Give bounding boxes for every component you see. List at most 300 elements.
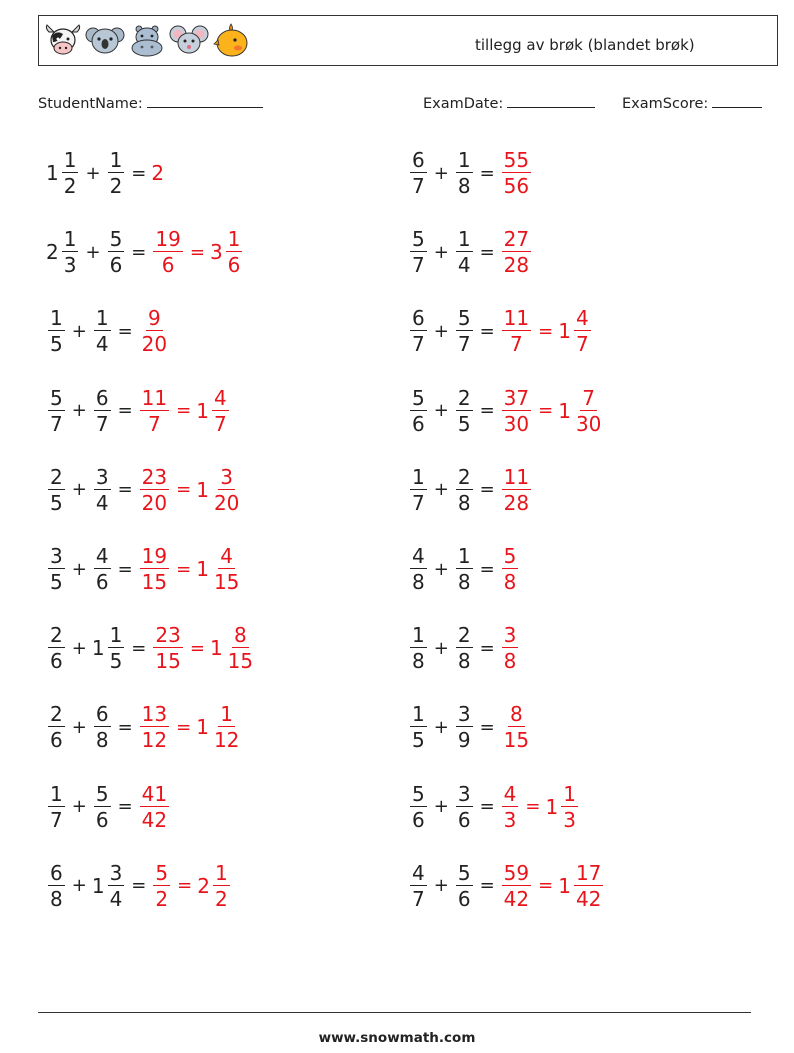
equals-sign: = <box>131 162 147 184</box>
answer-denominator: 7 <box>510 332 523 357</box>
term-denominator: 8 <box>457 490 471 515</box>
footer-url: www.snowmath.com <box>318 1030 476 1046</box>
answer <box>196 702 243 753</box>
term-fraction <box>94 306 111 357</box>
equals-sign: = <box>117 796 133 818</box>
term-numerator: 2 <box>50 464 63 489</box>
plus-sign: + <box>433 716 449 738</box>
term-fraction <box>456 860 473 911</box>
problem-item <box>408 856 605 916</box>
term-fraction <box>456 781 473 832</box>
term-denominator: 5 <box>457 411 471 436</box>
term-denominator: 7 <box>412 886 425 911</box>
answer-numerator: 13 <box>141 702 168 727</box>
plus-sign: + <box>433 479 449 501</box>
equals-sign: = <box>131 637 147 659</box>
answer-numerator: 19 <box>155 227 181 252</box>
answer-fraction <box>502 781 519 832</box>
answer-whole: 1 <box>209 636 223 661</box>
answer-whole: 1 <box>558 873 571 898</box>
term-fraction <box>48 860 65 911</box>
term-denominator: 5 <box>50 570 63 594</box>
answer-numerator: 4 <box>213 385 227 410</box>
answer-fraction <box>140 702 169 753</box>
term-numerator: 1 <box>50 306 63 331</box>
answer <box>500 227 533 278</box>
answer-fraction <box>574 306 591 357</box>
term-numerator: 2 <box>457 464 471 489</box>
plus-sign: + <box>433 875 449 897</box>
answer-fraction <box>502 702 531 753</box>
term-denominator: 7 <box>95 411 109 436</box>
term-numerator: 6 <box>412 306 425 331</box>
term-denominator: 8 <box>457 174 471 198</box>
answer-fraction <box>212 385 229 436</box>
term-denominator: 6 <box>95 570 109 594</box>
answer <box>151 227 184 278</box>
term-whole: 1 <box>91 873 105 898</box>
equals-sign: = <box>117 716 133 738</box>
answer <box>151 161 165 185</box>
term-numerator: 6 <box>50 860 63 885</box>
problem-item <box>46 856 232 916</box>
answer-denominator: 2 <box>214 886 228 911</box>
answer <box>500 860 533 911</box>
plus-sign: + <box>71 479 87 501</box>
term-fraction <box>94 781 111 832</box>
term-denominator: 8 <box>457 570 471 594</box>
term-denominator: 4 <box>457 253 471 278</box>
answer <box>138 385 171 436</box>
term-denominator: 9 <box>457 728 471 753</box>
problem-item <box>408 143 533 203</box>
answer-denominator: 7 <box>213 411 227 436</box>
answer-fraction <box>502 385 531 436</box>
term-fraction <box>108 150 125 196</box>
term-numerator: 2 <box>50 623 63 648</box>
plus-sign: + <box>433 162 449 184</box>
answer <box>138 464 171 515</box>
problem-item <box>46 618 257 678</box>
worksheet-title: tillegg av brøk (blandet brøk) <box>475 36 695 54</box>
term-denominator: 5 <box>412 728 425 753</box>
term-denominator: 5 <box>50 332 63 357</box>
answer-numerator: 8 <box>510 702 523 727</box>
answer <box>558 306 592 357</box>
answer <box>500 464 533 515</box>
answer <box>138 781 171 832</box>
answer-denominator: 15 <box>155 649 181 674</box>
answer-denominator: 8 <box>503 570 517 594</box>
answer-fraction <box>140 385 169 436</box>
term-denominator: 6 <box>412 807 425 832</box>
term-denominator: 7 <box>412 174 425 198</box>
term-numerator: 1 <box>95 306 109 331</box>
answer-denominator: 42 <box>141 807 168 832</box>
equals-sign: = <box>479 479 495 501</box>
answer-fraction <box>153 860 170 911</box>
answer <box>500 385 533 436</box>
term-fraction <box>62 150 79 196</box>
answer-fraction <box>153 623 182 674</box>
problem-item <box>46 222 244 282</box>
answer <box>197 860 231 911</box>
term-denominator: 4 <box>109 886 123 911</box>
term-fraction <box>456 623 473 674</box>
answer-numerator: 4 <box>575 306 589 331</box>
term-numerator: 3 <box>109 860 123 885</box>
term-numerator: 1 <box>412 464 425 489</box>
term-fraction <box>48 781 65 832</box>
plus-sign: + <box>433 400 449 422</box>
term-denominator: 7 <box>412 332 425 357</box>
answer-denominator: 15 <box>503 728 530 753</box>
plus-sign: + <box>71 400 87 422</box>
term-fraction <box>108 860 125 911</box>
answer <box>500 702 533 753</box>
term-denominator: 7 <box>50 807 63 832</box>
equals-sign: = <box>538 400 554 422</box>
problem-item <box>46 301 171 361</box>
answer-numerator: 59 <box>503 860 530 885</box>
term-fraction <box>410 306 427 357</box>
problem-item <box>408 777 580 837</box>
term-numerator: 1 <box>63 227 77 252</box>
term-denominator: 4 <box>95 332 109 357</box>
problem-item <box>408 697 533 757</box>
term-fraction <box>94 385 111 436</box>
answer-numerator: 11 <box>503 464 530 489</box>
equals-sign: = <box>479 400 495 422</box>
answer-fraction <box>212 464 241 515</box>
answer-denominator: 56 <box>503 174 530 198</box>
answer-whole: 1 <box>196 398 209 423</box>
answer-denominator: 7 <box>148 411 161 436</box>
answer-numerator: 27 <box>503 227 530 252</box>
term-numerator: 3 <box>95 464 109 489</box>
answer-whole: 2 <box>151 161 165 185</box>
answer-whole: 1 <box>196 557 209 581</box>
answer-numerator: 4 <box>503 781 517 806</box>
term-fraction <box>94 546 111 592</box>
answer-fraction <box>212 702 241 753</box>
plus-sign: + <box>71 320 87 342</box>
answer-fraction <box>502 546 519 592</box>
problem-item <box>46 381 231 441</box>
answer <box>209 623 257 674</box>
answer <box>500 623 521 674</box>
plus-sign: + <box>433 241 449 263</box>
term-fraction <box>456 150 473 196</box>
answer-fraction <box>140 546 169 592</box>
answer-denominator: 7 <box>575 332 589 357</box>
term-fraction <box>456 385 473 436</box>
answer <box>545 781 579 832</box>
term-denominator: 4 <box>95 490 109 515</box>
answer-numerator: 1 <box>220 702 234 727</box>
exam-score-label: ExamScore: <box>622 96 709 112</box>
term-denominator: 8 <box>50 886 63 911</box>
answer-denominator: 8 <box>503 649 517 674</box>
term-fraction <box>410 150 427 196</box>
term-fraction <box>48 546 65 592</box>
answer-denominator: 42 <box>575 886 602 911</box>
term-denominator: 6 <box>50 649 63 674</box>
plus-sign: + <box>85 162 101 184</box>
answer-denominator: 20 <box>141 490 168 515</box>
term-fraction <box>410 702 427 753</box>
footer-divider <box>38 1012 751 1013</box>
equals-sign: = <box>479 716 495 738</box>
plus-sign: + <box>71 637 87 659</box>
answer <box>500 781 521 832</box>
answer-numerator: 3 <box>220 464 234 489</box>
equals-sign: = <box>117 320 133 342</box>
answer-fraction <box>502 306 531 357</box>
answer-fraction <box>140 306 169 357</box>
term-denominator: 7 <box>457 332 471 357</box>
term-fraction <box>48 623 65 674</box>
answer-numerator: 41 <box>141 781 168 806</box>
answer-fraction <box>140 464 169 515</box>
term-fraction <box>108 227 125 278</box>
problem-item <box>46 143 165 203</box>
term-fraction <box>48 385 65 436</box>
term-fraction <box>456 306 473 357</box>
equals-sign: = <box>479 241 495 263</box>
answer-numerator: 5 <box>155 860 169 885</box>
plus-sign: + <box>433 558 449 580</box>
equals-sign: = <box>525 796 541 818</box>
answer-denominator: 6 <box>227 253 241 278</box>
term-numerator: 4 <box>412 544 425 568</box>
plus-sign: + <box>85 241 101 263</box>
answer-numerator: 7 <box>582 385 596 410</box>
term-fraction <box>456 464 473 515</box>
term-numerator: 2 <box>457 385 471 410</box>
answer-numerator: 11 <box>141 385 168 410</box>
answer <box>558 860 605 911</box>
problem-item <box>408 301 593 361</box>
term-numerator: 1 <box>109 623 123 648</box>
term-fraction <box>410 385 427 436</box>
term-denominator: 6 <box>50 728 63 753</box>
answer-numerator: 1 <box>214 860 228 885</box>
term-numerator: 6 <box>95 385 109 410</box>
problem-item <box>46 539 243 599</box>
answer-whole: 1 <box>545 794 559 819</box>
answer-denominator: 12 <box>141 728 168 753</box>
term-fraction <box>410 227 427 278</box>
equals-sign: = <box>479 796 495 818</box>
problem-item <box>46 777 171 837</box>
answer <box>209 227 244 278</box>
answer-numerator: 11 <box>503 306 530 331</box>
plus-sign: + <box>433 796 449 818</box>
answer-denominator: 3 <box>563 807 576 832</box>
answer-fraction <box>502 464 531 515</box>
term-numerator: 1 <box>412 702 425 727</box>
term-fraction <box>456 227 473 278</box>
answer-denominator: 20 <box>213 490 240 515</box>
answer-numerator: 55 <box>503 148 530 172</box>
answer-fraction <box>502 860 531 911</box>
student-name-label: StudentName: <box>38 96 143 112</box>
answer-numerator: 4 <box>220 544 234 568</box>
term-denominator: 8 <box>412 570 425 594</box>
answer-fraction <box>153 227 182 278</box>
term-numerator: 1 <box>457 544 471 568</box>
answer <box>196 385 230 436</box>
answer <box>151 860 172 911</box>
term-numerator: 5 <box>412 227 425 252</box>
term-numerator: 5 <box>109 227 123 252</box>
problem-item <box>408 381 605 441</box>
term-numerator: 2 <box>457 623 471 648</box>
answer-denominator: 15 <box>141 570 168 594</box>
answer-numerator: 17 <box>575 860 602 885</box>
term-numerator: 1 <box>63 148 77 172</box>
term-numerator: 1 <box>109 148 123 172</box>
term-fraction <box>410 860 427 911</box>
plus-sign: + <box>71 875 87 897</box>
answer <box>500 306 533 357</box>
term-fraction <box>62 227 79 278</box>
answer-numerator: 3 <box>503 623 517 648</box>
answer-whole: 1 <box>558 398 571 423</box>
answer-whole: 2 <box>197 873 210 898</box>
answer-denominator: 12 <box>213 728 240 753</box>
term-numerator: 1 <box>50 781 63 806</box>
problem-item <box>408 222 533 282</box>
answer-fraction <box>574 860 603 911</box>
answer <box>196 546 243 592</box>
answer-denominator: 3 <box>503 807 517 832</box>
term-fraction <box>410 546 427 592</box>
answer-numerator: 1 <box>227 227 241 252</box>
term-numerator: 6 <box>95 702 109 727</box>
answer-denominator: 20 <box>141 332 168 357</box>
answer <box>196 464 243 515</box>
equals-sign: = <box>189 637 205 659</box>
equals-sign: = <box>131 875 147 897</box>
equals-sign: = <box>479 320 495 342</box>
term-denominator: 6 <box>95 807 109 832</box>
exam-date-label: ExamDate: <box>423 96 504 112</box>
plus-sign: + <box>71 796 87 818</box>
term-numerator: 5 <box>412 385 425 410</box>
term-denominator: 2 <box>63 174 77 198</box>
term-numerator: 2 <box>50 702 63 727</box>
answer-denominator: 2 <box>155 886 169 911</box>
term-denominator: 8 <box>95 728 109 753</box>
term-fraction <box>48 702 65 753</box>
term-fraction <box>48 464 65 515</box>
answer-denominator: 42 <box>503 886 530 911</box>
term-numerator: 5 <box>457 306 471 331</box>
answer-numerator: 8 <box>234 623 247 648</box>
answer-whole: 1 <box>558 319 571 344</box>
problem-item <box>46 697 243 757</box>
answer <box>151 623 184 674</box>
term-whole: 1 <box>46 161 59 185</box>
term-numerator: 3 <box>457 702 471 727</box>
answer-numerator: 5 <box>503 544 517 568</box>
equals-sign: = <box>177 875 193 897</box>
term-fraction <box>410 623 427 674</box>
term-numerator: 6 <box>412 148 425 172</box>
term-fraction <box>48 306 65 357</box>
plus-sign: + <box>433 637 449 659</box>
term-denominator: 6 <box>109 253 123 278</box>
answer-numerator: 23 <box>155 623 181 648</box>
term-numerator: 3 <box>50 544 63 568</box>
answer <box>138 702 171 753</box>
answer-fraction <box>226 227 243 278</box>
term-denominator: 6 <box>457 807 471 832</box>
term-denominator: 5 <box>50 490 63 515</box>
equals-sign: = <box>189 241 205 263</box>
term-denominator: 2 <box>109 174 123 198</box>
term-fraction <box>108 623 125 674</box>
answer <box>138 306 171 357</box>
answer-whole: 1 <box>196 477 209 502</box>
term-denominator: 7 <box>50 411 63 436</box>
answer-whole: 3 <box>209 240 223 265</box>
answer-fraction <box>502 623 519 674</box>
equals-sign: = <box>538 875 554 897</box>
answer <box>500 150 533 196</box>
equals-sign: = <box>131 241 147 263</box>
term-denominator: 6 <box>457 886 471 911</box>
term-numerator: 5 <box>95 781 109 806</box>
problem-item <box>408 460 533 520</box>
answer-numerator: 1 <box>563 781 576 806</box>
answer-numerator: 23 <box>141 464 168 489</box>
equals-sign: = <box>479 558 495 580</box>
answer-denominator: 30 <box>503 411 530 436</box>
answer <box>558 385 605 436</box>
answer-fraction <box>212 546 241 592</box>
term-numerator: 5 <box>412 781 425 806</box>
answer-denominator: 15 <box>227 649 254 674</box>
answer-fraction <box>561 781 578 832</box>
equals-sign: = <box>176 558 192 580</box>
term-denominator: 6 <box>412 411 425 436</box>
term-denominator: 8 <box>457 649 471 674</box>
term-whole: 2 <box>46 240 59 265</box>
equals-sign: = <box>117 400 133 422</box>
term-fraction <box>94 464 111 515</box>
term-numerator: 5 <box>457 860 471 885</box>
answer-denominator: 15 <box>213 570 240 594</box>
answer-numerator: 9 <box>148 306 161 331</box>
answer-denominator: 30 <box>575 411 602 436</box>
answer-numerator: 19 <box>141 544 168 568</box>
term-numerator: 1 <box>412 623 425 648</box>
equals-sign: = <box>176 400 192 422</box>
term-fraction <box>94 702 111 753</box>
answer-numerator: 37 <box>503 385 530 410</box>
answer-fraction <box>502 227 531 278</box>
plus-sign: + <box>71 558 87 580</box>
term-numerator: 5 <box>50 385 63 410</box>
problem-item <box>46 460 243 520</box>
answer-fraction <box>140 781 169 832</box>
problem-item <box>408 539 520 599</box>
term-whole: 1 <box>91 636 105 661</box>
equals-sign: = <box>538 320 554 342</box>
